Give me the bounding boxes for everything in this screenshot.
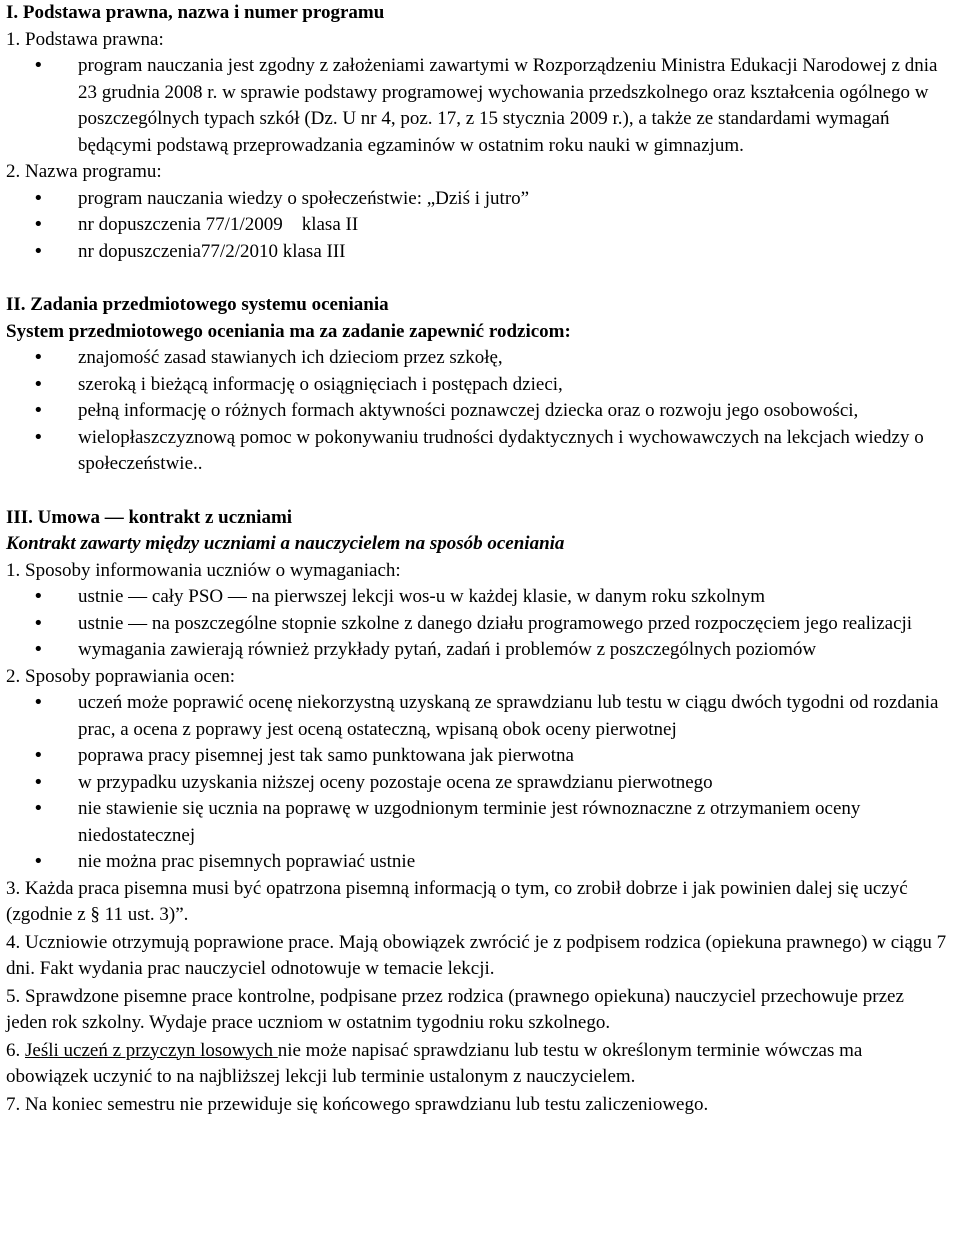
list-item: • wielopłaszczyznową pomoc w pokonywaniu trudności dydaktycznych i wychowawczych na lekcjach wiedzy o społeczeństwie.. xyxy=(6,425,948,478)
section3-sub2: 2. Sposoby poprawiania ocen: xyxy=(6,665,236,687)
list-item: • szeroką i bieżącą informację o osiągnięciach i postępach dzieci, xyxy=(6,372,948,399)
paragraph-6-rest: nie może napisać sprawdzianu lub testu w określonym terminie wówczas ma obowiązek uczynić to na najbliższej lekcji lub terminie ustalonym z nauczycielem. xyxy=(6,1039,863,1087)
paragraph-6-underlined: Jeśli uczeń z przyczyn losowych xyxy=(25,1039,278,1061)
section3-heading: III. Umowa — kontrakt z uczniami xyxy=(6,506,293,528)
spacer xyxy=(6,478,948,505)
paragraph-5: 5. Sprawdzone pisemne prace kontrolne, podpisane przez rodzica (prawnego opiekuna) nauczyciel przechowuje przez jeden rok szkolny. Wydaje prace uczniom w ostatnim tygodniu roku szkolnego. xyxy=(6,985,904,1033)
list-item: • w przypadku uzyskania niższej oceny pozostaje ocena ze sprawdzianu pierwotnego xyxy=(6,770,948,797)
section1-sub2: 2. Nazwa programu: xyxy=(6,161,162,182)
section2-heading: II. Zadania przedmiotowego systemu oceniania xyxy=(6,294,389,315)
list-item: • nie można prac pisemnych poprawiać ustnie xyxy=(6,849,948,876)
paragraph-6 xyxy=(6,1038,948,1091)
section2-subheading: System przedmiotowego oceniania ma za zadanie zapewnić rodzicom: xyxy=(6,320,571,342)
list-item: • nie stawienie się ucznia na poprawę w uzgodnionym terminie jest równoznaczne z otrzymaniem oceny niedostatecznej xyxy=(6,796,948,849)
section3-sub2-list xyxy=(6,690,948,876)
list-item: • uczeń może poprawić ocenę niekorzystną uzyskaną ze sprawdzianu lub testu w ciągu dwóch tygodni od rozdania prac, a ocena z poprawy jest oceną ostateczną, wpisaną obok oceny pierwotnej xyxy=(6,690,948,743)
list-item: • nr dopuszczenia77/2/2010 klasa III xyxy=(6,239,948,266)
paragraph-7: 7. Na koniec semestru nie przewiduje się końcowego sprawdzianu lub testu zaliczeniowego. xyxy=(6,1093,709,1115)
list-item: • ustnie — cały PSO — na pierwszej lekcji wos-u w każdej klasie, w danym roku szkolnym xyxy=(6,584,948,611)
spacer xyxy=(6,265,948,292)
paragraph-4: 4. Uczniowie otrzymują poprawione prace. Mają obowiązek zwrócić je z podpisem rodzica (opiekuna prawnego) w ciągu 7 dni. Fakt wydania prac nauczyciel odnotowuje w temacie lekcji. xyxy=(6,931,947,979)
list-item: • program nauczania jest zgodny z założeniami zawartymi w Rozporządzeniu Ministra Edukacji Narodowej z dnia 23 grudnia 2008 r. w sprawie podstawy programowej wychowania przedszkolnego oraz kształcenia ogólnego w poszczególnych typach szkół (Dz. U nr 4, poz. 17, z 15 stycznia 2009 r.), a także ze standardami wymagań będącymi podstawą przeprowadzania egzaminów w ostatnim roku nauki w gimnazjum. xyxy=(6,53,948,159)
paragraph-3: 3. Każda praca pisemna musi być opatrzona pisemną informacją o tym, co zrobił dobrze i jak powinien dalej się uczyć (zgodnie z § 11 ust. 3)”. xyxy=(6,877,908,925)
paragraph-6-number: 6. xyxy=(6,1039,25,1061)
list-item: • ustnie — na poszczególne stopnie szkolne z danego działu programowego przed rozpoczęciem jego realizacji xyxy=(6,611,948,638)
section1-sub1: 1. Podstawa prawna: xyxy=(6,28,164,50)
section3-sub1: 1. Sposoby informowania uczniów o wymaganiach: xyxy=(6,559,401,581)
section3-subheading: Kontrakt zawarty między uczniami a nauczycielem na sposób oceniania xyxy=(6,533,565,554)
section3-sub1-list xyxy=(6,584,948,664)
section1-sub1-list xyxy=(6,53,948,159)
section2-list xyxy=(6,345,948,478)
list-item: • wymagania zawierają również przykłady pytań, zadań i problemów z poszczególnych poziomów xyxy=(6,637,948,664)
section1-sub2-list xyxy=(6,186,948,266)
list-item: • znajomość zasad stawianych ich dzieciom przez szkołę, xyxy=(6,345,948,372)
list-item: • poprawa pracy pisemnej jest tak samo punktowana jak pierwotna xyxy=(6,743,948,770)
list-item: • nr dopuszczenia 77/1/2009 klasa II xyxy=(6,212,948,239)
list-item: • program nauczania wiedzy o społeczeństwie: „Dziś i jutro” xyxy=(6,186,948,213)
section1-heading: I. Podstawa prawna, nazwa i numer programu xyxy=(6,2,385,23)
list-item: • pełną informację o różnych formach aktywności poznawczej dziecka oraz o rozwoju jego osobowości, xyxy=(6,398,948,425)
